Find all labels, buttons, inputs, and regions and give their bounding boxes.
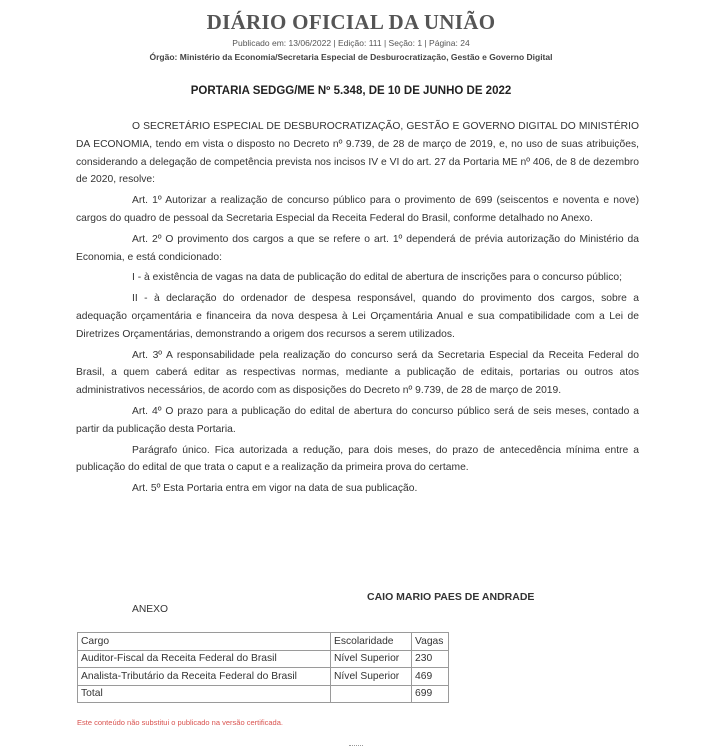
paragraph-art5: Art. 5º Esta Portaria entra em vigor na data de sua publicação.	[132, 483, 418, 495]
table-cell: Analista-Tributário da Receita Federal do Brasil	[78, 668, 331, 686]
page-end-marker	[349, 745, 363, 748]
paragraph-art2: Art. 2º O provimento dos cargos a que se refere o art. 1º dependerá de prévia autorização do Ministério da Economia, e está condicionado:	[76, 233, 639, 263]
paragraph-inciso-ii: II - à declaração do ordenador de despesa responsável, quando do provimento dos cargos, sobre a adequação orçamentária e financeira da nova despesa à Lei Orçamentária Anual e sua compatibilidade com a Lei de Diretrizes Orçamentárias, demonstrando a origem dos recursos a serem utilizados.	[76, 293, 639, 340]
signature: CAIO MARIO PAES DE ANDRADE	[367, 591, 535, 603]
table-cell: Auditor-Fiscal da Receita Federal do Brasil	[78, 650, 331, 668]
document-body	[76, 118, 639, 501]
table-cell: Total	[78, 685, 331, 703]
annex-table	[77, 632, 449, 703]
paragraph-preamble: O SECRETÁRIO ESPECIAL DE DESBUROCRATIZAÇÃO, GESTÃO E GOVERNO DIGITAL DO MINISTÉRIO DA ECONOMIA, tendo em vista o disposto no Decreto nº 9.739, de 28 de março de 2019, e, no uso de suas atribuições, considerando a delegação de competência prevista nos incisos IV e VI do art. 27 da Portaria ME nº 406, de 8 de dezembro de 2020, resolve:	[76, 121, 639, 186]
table-header-cell: Vagas	[412, 633, 449, 651]
publication-info: Publicado em: 13/06/2022 | Edição: 111 | Seção: 1 | Página: 24	[232, 38, 470, 48]
annex-label: ANEXO	[132, 604, 169, 615]
table-cell	[331, 685, 412, 703]
table-row	[78, 668, 449, 686]
table-cell: 699	[412, 685, 449, 703]
certified-version-disclaimer: Este conteúdo não substitui o publicado na versão certificada.	[77, 718, 283, 727]
orgao-label: Órgão:	[149, 52, 178, 62]
table-cell: Nível Superior	[331, 668, 412, 686]
table-row-total	[78, 685, 449, 703]
newspaper-title: DIÁRIO OFICIAL DA UNIÃO	[206, 10, 496, 34]
orgao-line	[0, 52, 702, 62]
table-header-cell: Escolaridade	[331, 633, 412, 651]
table-cell: Nível Superior	[331, 650, 412, 668]
orgao-value: Ministério da Economia/Secretaria Especial de Desburocratização, Gestão e Governo Digital	[179, 52, 553, 62]
paragraph-art4: Art. 4º O prazo para a publicação do edital de abertura do concurso público será de seis meses, contado a partir da publicação desta Portaria.	[76, 405, 639, 435]
paragraph-inciso-i: I - à existência de vagas na data de publicação do edital de abertura de inscrições para o concurso público;	[132, 272, 622, 284]
portaria-title: PORTARIA SEDGG/ME Nº 5.348, DE 10 DE JUNHO DE 2022	[190, 85, 512, 97]
table-header-cell: Cargo	[78, 633, 331, 651]
table-cell: 469	[412, 668, 449, 686]
table-header-row	[78, 633, 449, 651]
paragraph-unico: Parágrafo único. Fica autorizada a redução, para dois meses, do prazo de antecedência mínima entre a publicação do edital de que trata o caput e a realização da primeira prova do certame.	[76, 444, 639, 474]
table-cell: 230	[412, 650, 449, 668]
paragraph-art3: Art. 3º A responsabilidade pela realização do concurso será da Secretaria Especial da Receita Federal do Brasil, a quem caberá editar as respectivas normas, mediante a publicação de editais, portarias ou outros atos administrativos necessários, de acordo com as disposições do Decreto nº 9.739, de 28 de março de 2019.	[76, 349, 639, 397]
paragraph-art1: Art. 1º Autorizar a realização de concurso público para o provimento de 699 (seiscentos e noventa e nove) cargos do quadro de pessoal da Secretaria Especial da Receita Federal do Brasil, conforme detalhado no Anexo.	[76, 195, 639, 224]
table-row	[78, 650, 449, 668]
